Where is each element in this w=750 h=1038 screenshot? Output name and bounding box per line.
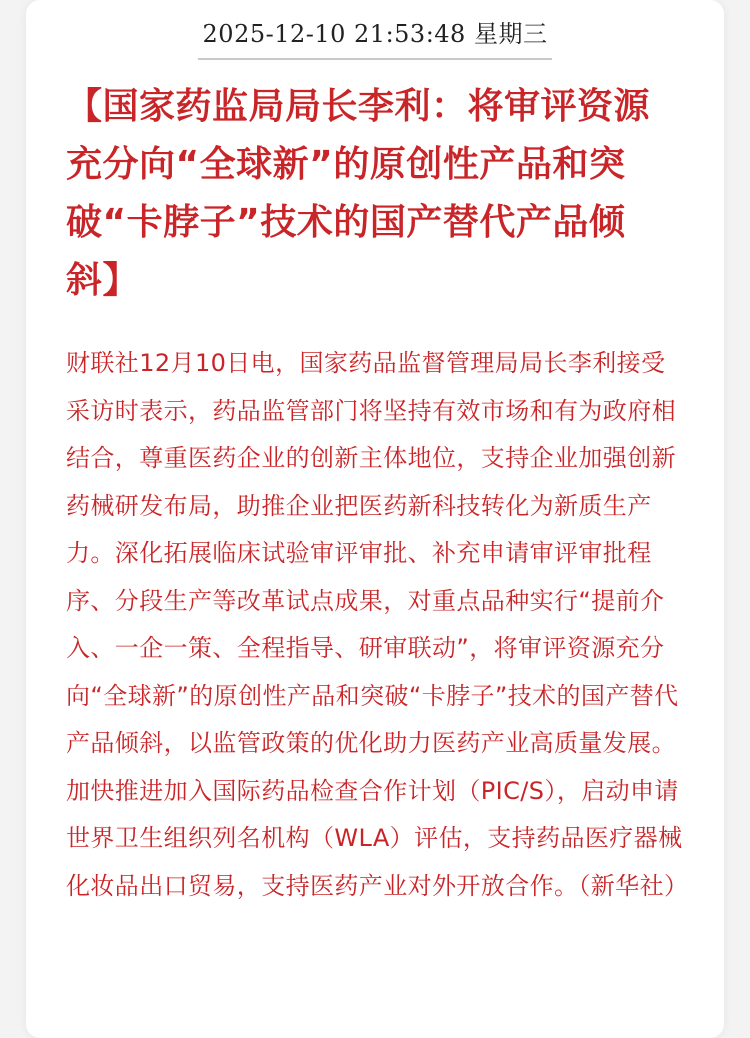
article-body: 财联社12月10日电，国家药品监督管理局局长李利接受采访时表示，药品监管部门将坚持有效市场和有为政府相结合，尊重医药企业的创新主体地位，支持企业加强创新药械研发布局，助推企业把医药新科技转化为新质生产力。深化拓展临床试验审评审批、补充申请审评审批程序、分段生产等改革试点成果，对重点品种实行“提前介入、一企一策、全程指导、研审联动”，将审评资源充分向“全球新”的原创性产品和突破“卡脖子”技术的国产替代产品倾斜，以监管政策的优化助力医药产业高质量发展。加快推进加入国际药品检查合作计划（PIC/S），启动申请世界卫生组织列名机构（WLA）评估，支持药品医疗器械化妆品出口贸易，支持医药产业对外开放合作。（新华社）: [66, 349, 689, 900]
publish-timestamp: 2025-12-10 21:53:48 星期三: [202, 20, 548, 48]
timestamp-divider: [198, 58, 552, 60]
article-headline: 【国家药监局局长李利：将审评资源充分向“全球新”的原创性产品和突破“卡脖子”技术的国产替代产品倾斜】: [66, 86, 651, 301]
